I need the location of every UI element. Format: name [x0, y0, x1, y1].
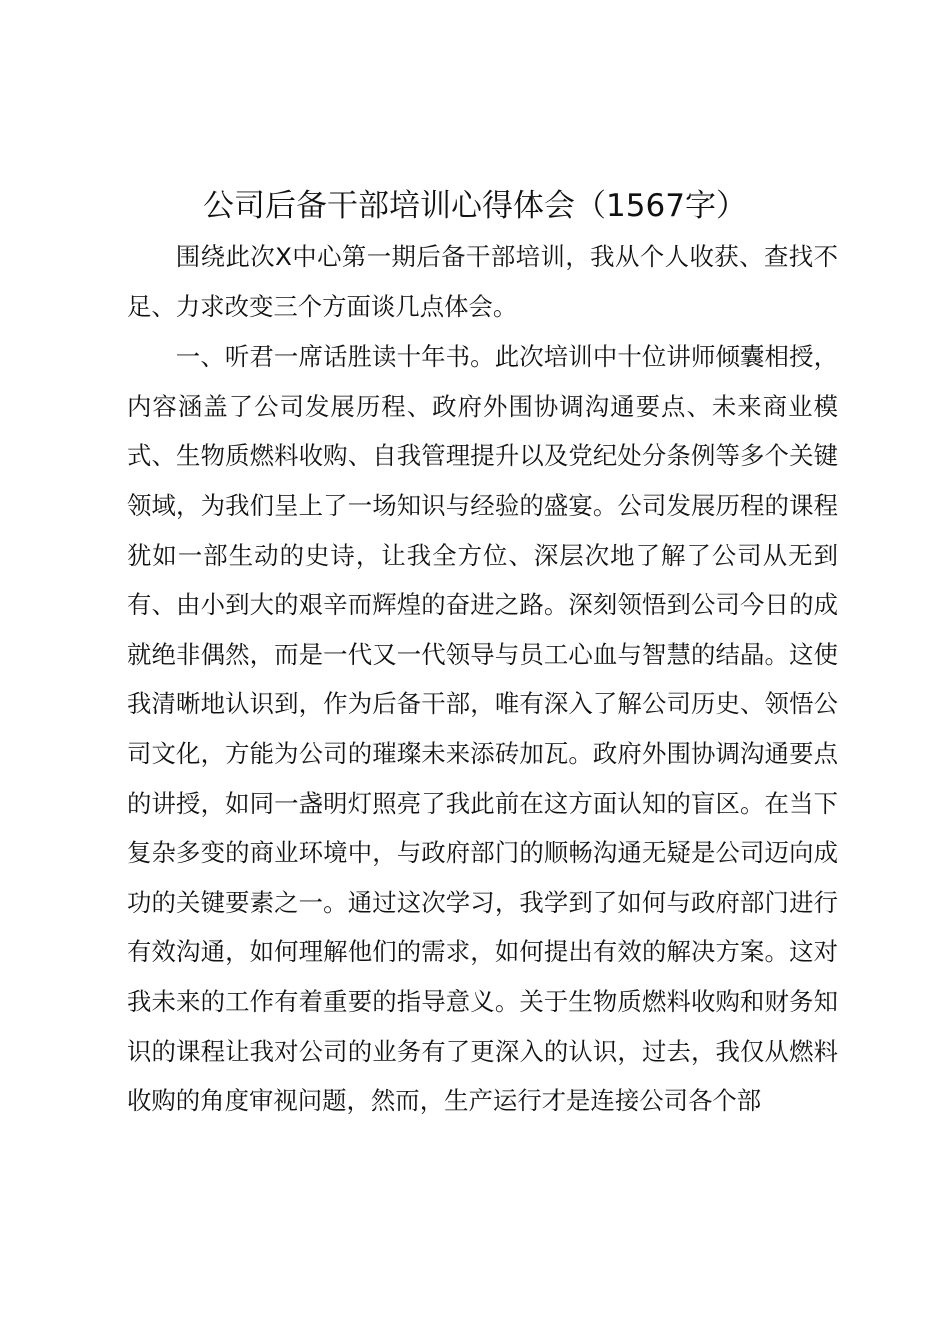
paragraph-intro: 围绕此次X中心第一期后备干部培训，我从个人收获、查找不足、力求改变三个方面谈几点体会。 [127, 242, 838, 321]
document-body [127, 232, 838, 1126]
paragraph-section-one: 一、听君一席话胜读十年书。此次培训中十位讲师倾囊相授，内容涵盖了公司发展历程、政府外围协调沟通要点、未来商业模式、生物质燃料收购、自我管理提升以及党纪处分条例等多个关键领域，为我们呈上了一场知识与经验的盛宴。公司发展历程的课程犹如一部生动的史诗，让我全方位、深层次地了解了公司从无到有、由小到大的艰辛而辉煌的奋进之路。深刻领悟到公司今日的成就绝非偶然，而是一代又一代领导与员工心血与智慧的结晶。这使我清晰地认识到，作为后备干部，唯有深入了解公司历史、领悟公司文化，方能为公司的璀璨未来添砖加瓦。政府外围协调沟通要点的讲授，如同一盏明灯照亮了我此前在这方面认知的盲区。在当下复杂多变的商业环境中，与政府部门的顺畅沟通无疑是公司迈向成功的关键要素之一。通过这次学习，我学到了如何与政府部门进行有效沟通，如何理解他们的需求，如何提出有效的解决方案。这对我未来的工作有着重要的指导意义。关于生物质燃料收购和财务知识的课程让我对公司的业务有了更深入的认识，过去，我仅从燃料收购的角度审视问题，然而，生产运行才是连接公司各个部 [127, 342, 838, 1116]
document-title: 公司后备干部培训心得体会（1567字） [203, 188, 747, 224]
